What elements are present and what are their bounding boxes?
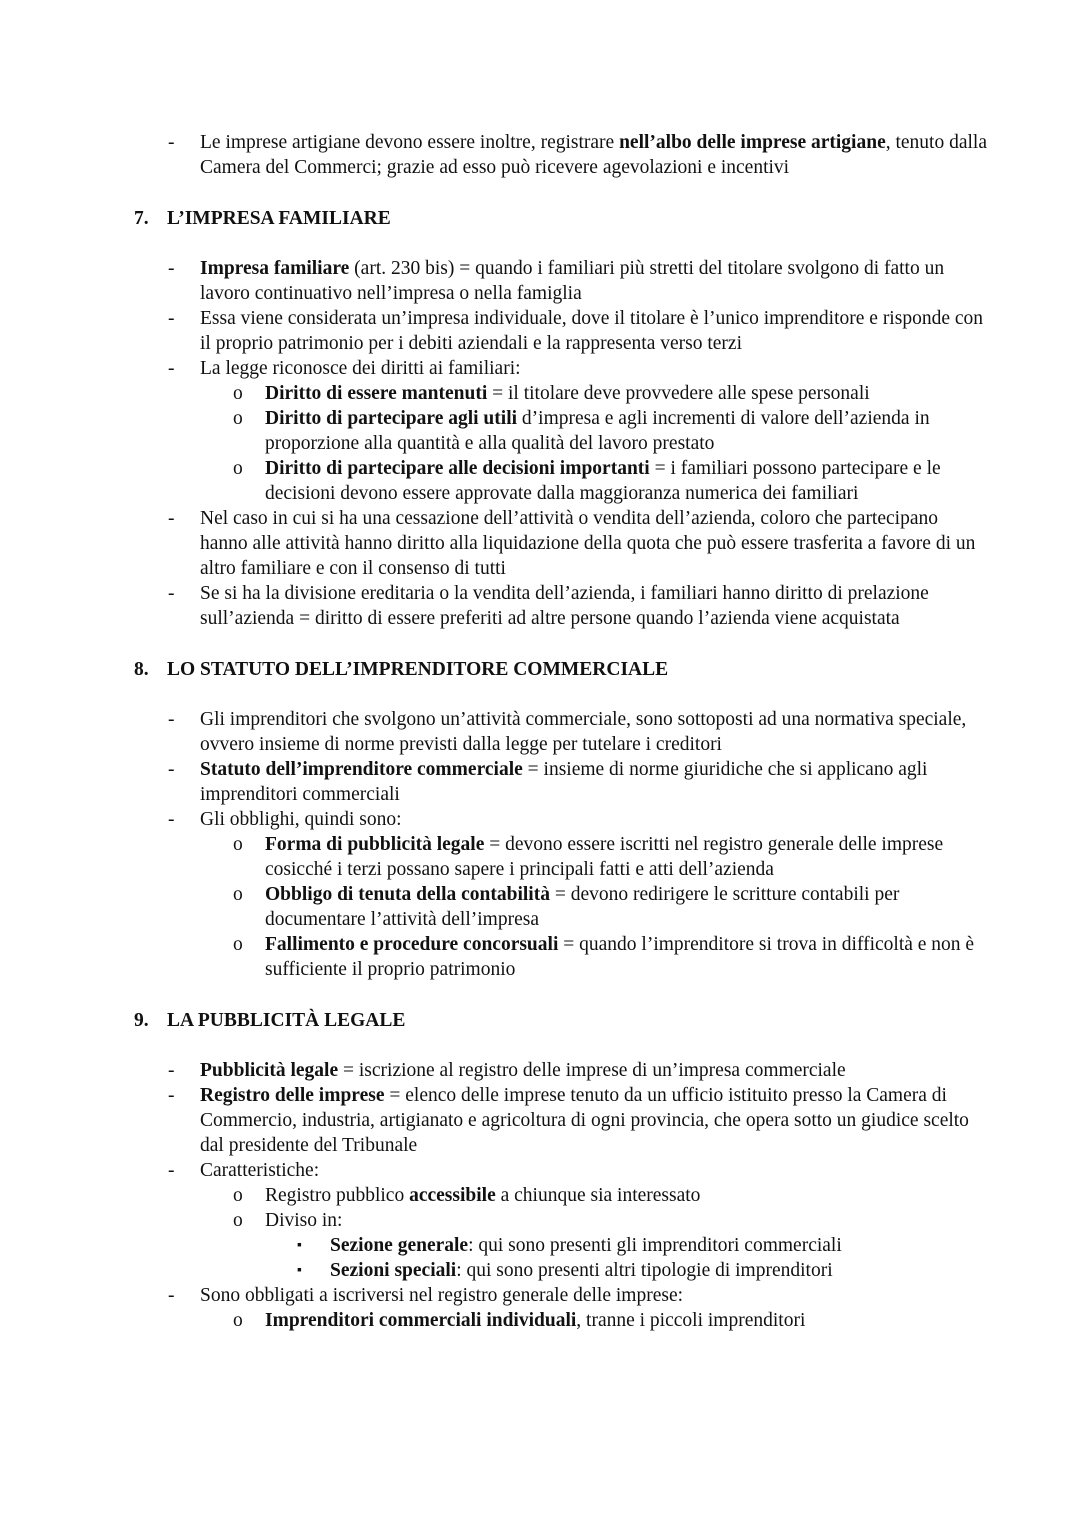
list-item	[0, 1258, 990, 1283]
list-item	[0, 1158, 990, 1183]
text-run: Diviso in:	[265, 1210, 343, 1231]
text-run: = insieme di norme giuridiche che si applicano agli imprenditori commerciali	[200, 759, 928, 805]
circle-bullet: o	[233, 884, 243, 905]
dash-bullet: -	[168, 132, 175, 153]
list-item	[0, 1308, 990, 1333]
bullet-list	[0, 130, 1080, 180]
text-run: , tenuto dalla Camera del Commerci; grazie ad esso può ricevere agevolazioni e incentivi	[200, 132, 987, 178]
dash-bullet: -	[168, 1160, 175, 1181]
dash-bullet: -	[168, 308, 175, 329]
dash-bullet: -	[168, 759, 175, 780]
section-heading	[0, 1008, 1080, 1033]
list-item	[0, 757, 990, 807]
list-item	[0, 1283, 990, 1308]
text-run: Caratteristiche:	[200, 1160, 320, 1181]
circle-bullet: o	[233, 934, 243, 955]
text-run: : qui sono presenti gli imprenditori commerciali	[468, 1235, 842, 1256]
bullet-list	[0, 256, 1080, 631]
list-item	[0, 882, 990, 932]
text-run: a chiunque sia interessato	[495, 1185, 701, 1206]
dash-bullet: -	[168, 1060, 175, 1081]
list-item	[0, 406, 990, 456]
bold-term: Imprenditori commerciali individuali	[265, 1310, 577, 1331]
list-item	[0, 707, 990, 757]
text-run: Gli imprenditori che svolgono un’attività commerciale, sono sottoposti ad una normativa speciale, ovvero insieme di norme previsti dalla legge per tutelare i creditori	[200, 709, 967, 755]
text-run: Le imprese artigiane devono essere inoltre, registrare	[200, 132, 620, 153]
bold-term: Pubblicità legale	[200, 1060, 339, 1081]
text-run: = devono redirigere le scritture contabili per documentare l’attività dell’impresa	[265, 884, 900, 930]
text-run: Gli obblighi, quindi sono:	[200, 809, 402, 830]
bold-term: Diritto di partecipare alle decisioni importanti	[265, 458, 650, 479]
dash-bullet: -	[168, 258, 175, 279]
text-run: Sono obbligati a iscriversi nel registro generale delle imprese:	[200, 1285, 684, 1306]
text-run: Registro pubblico	[265, 1185, 410, 1206]
list-item	[0, 456, 990, 506]
text-run: = il titolare deve provvedere alle spese personali	[487, 383, 870, 404]
list-item	[0, 381, 990, 406]
list-item	[0, 581, 990, 631]
text-run: La legge riconosce dei diritti ai familiari:	[200, 358, 521, 379]
section-title: L’IMPRESA FAMILIARE	[167, 208, 391, 229]
section-number: 9.	[134, 1010, 149, 1031]
bold-term: Obbligo di tenuta della contabilità	[265, 884, 550, 905]
list-item	[0, 506, 990, 581]
section-title: LO STATUTO DELL’IMPRENDITORE COMMERCIALE	[167, 659, 669, 680]
text-run: = devono essere iscritti nel registro generale delle imprese cosicché i terzi possano sapere i principali fatti e atti dell’azienda	[265, 834, 944, 880]
dash-bullet: -	[168, 358, 175, 379]
bold-term: Diritto di partecipare agli utili	[265, 408, 518, 429]
circle-bullet: o	[233, 834, 243, 855]
text-run: Se si ha la divisione ereditaria o la vendita dell’azienda, i familiari hanno diritto di prelazione sull’azienda = diritto di essere preferiti ad altre persone quando l’azienda viene acquistata	[200, 583, 929, 629]
list-item	[0, 1183, 990, 1208]
text-run: Nel caso in cui si ha una cessazione dell’attività o vendita dell’azienda, coloro che partecipano hanno alle attività hanno diritto alla liquidazione della quota che può essere trasferita a favore di un altro familiare e con il consenso di tutti	[200, 508, 976, 579]
list-item	[0, 832, 990, 882]
list-item	[0, 1208, 990, 1233]
dash-bullet: -	[168, 809, 175, 830]
list-item	[0, 932, 990, 982]
list-item	[0, 1233, 990, 1258]
bold-term: Fallimento e procedure concorsuali	[265, 934, 559, 955]
document-body	[0, 130, 1080, 1333]
text-run: = i familiari possono partecipare e le decisioni devono essere approvate dalla maggioranza numerica dei familiari	[265, 458, 941, 504]
text-run: Essa viene considerata un’impresa individuale, dove il titolare è l’unico imprenditore e risponde con il proprio patrimonio per i debiti aziendali e la rappresenta verso terzi	[200, 308, 983, 354]
bold-term: nell’albo delle imprese artigiane	[619, 132, 886, 153]
bold-term: Statuto dell’imprenditore commerciale	[200, 759, 523, 780]
circle-bullet: o	[233, 458, 243, 479]
section-heading	[0, 206, 1080, 231]
bold-term: Sezioni speciali	[330, 1260, 457, 1281]
list-item	[0, 130, 990, 180]
bold-term: Sezione generale	[330, 1235, 469, 1256]
bold-term: Forma di pubblicità legale	[265, 834, 485, 855]
text-run: = quando l’imprenditore si trova in difficoltà e non è sufficiente il proprio patrimonio	[265, 934, 975, 980]
list-item	[0, 256, 990, 306]
dash-bullet: -	[168, 508, 175, 529]
section-title: LA PUBBLICITÀ LEGALE	[167, 1010, 406, 1031]
text-run: (art. 230 bis) = quando i familiari più stretti del titolare svolgono di fatto un lavoro continuativo nell’impresa o nella famiglia	[200, 258, 945, 304]
list-item	[0, 1058, 990, 1083]
section-number: 7.	[134, 208, 149, 229]
bold-term: Impresa familiare	[200, 258, 350, 279]
circle-bullet: o	[233, 383, 243, 404]
text-run: = elenco delle imprese tenuto da un ufficio istituito presso la Camera di Commercio, industria, artigianato e agricoltura di ogni provincia, che opera sotto un giudice scelto dal presidente del Tribunale	[200, 1085, 969, 1156]
square-bullet: ▪	[297, 1263, 302, 1278]
bold-term: accessibile	[409, 1185, 496, 1206]
bullet-list	[0, 1058, 1080, 1333]
list-item	[0, 356, 990, 381]
list-item	[0, 807, 990, 832]
list-item	[0, 306, 990, 356]
dash-bullet: -	[168, 1285, 175, 1306]
list-item	[0, 1083, 990, 1158]
bold-term: Registro delle imprese	[200, 1085, 385, 1106]
square-bullet: ▪	[297, 1238, 302, 1253]
circle-bullet: o	[233, 1185, 243, 1206]
text-run: , tranne i piccoli imprenditori	[576, 1310, 806, 1331]
dash-bullet: -	[168, 1085, 175, 1106]
section-heading	[0, 657, 1080, 682]
bold-term: Diritto di essere mantenuti	[265, 383, 488, 404]
circle-bullet: o	[233, 1310, 243, 1331]
text-run: d’impresa e agli incrementi di valore dell’azienda in proporzione alla quantità e alla qualità del lavoro prestato	[265, 408, 930, 454]
section-number: 8.	[134, 659, 149, 680]
bullet-list	[0, 707, 1080, 982]
dash-bullet: -	[168, 583, 175, 604]
circle-bullet: o	[233, 1210, 243, 1231]
dash-bullet: -	[168, 709, 175, 730]
circle-bullet: o	[233, 408, 243, 429]
text-run: = iscrizione al registro delle imprese di un’impresa commerciale	[338, 1060, 846, 1081]
text-run: : qui sono presenti altri tipologie di imprenditori	[456, 1260, 833, 1281]
